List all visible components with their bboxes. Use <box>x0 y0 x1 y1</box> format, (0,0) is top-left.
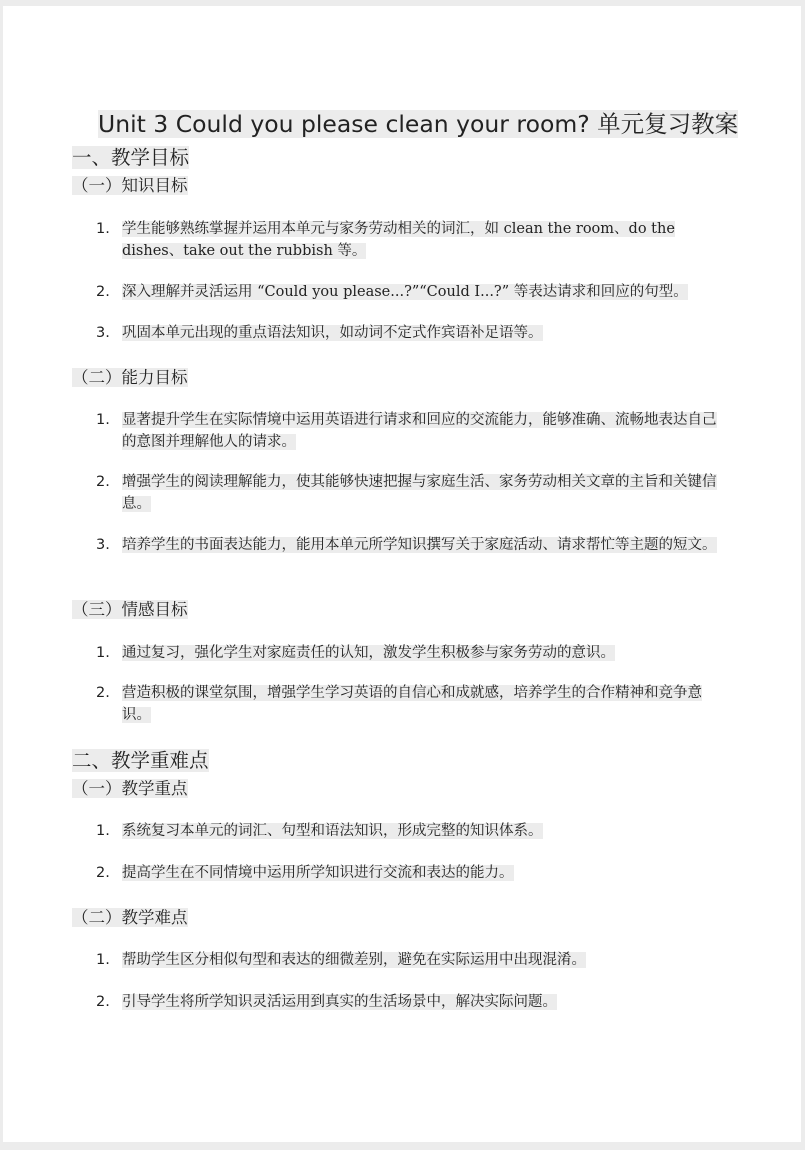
list-item: 2. 营造积极的课堂氛围，增强学生学习英语的自信心和成就感，培养学生的合作精神和竞争意识。 <box>96 685 702 723</box>
subsection-heading-emotion: （三）情感目标 <box>72 600 188 619</box>
list-item: 2. 深入理解并灵活运用 “Could you please...?”“Could I...?” 等表达请求和回应的句型。 <box>96 284 688 300</box>
list-item: 1. 帮助学生区分相似句型和表达的细微差别，避免在实际运用中出现混淆。 <box>96 952 586 968</box>
subsection-heading-difficult-points: （二）教学难点 <box>72 908 188 927</box>
list-item-text: 营造积极的课堂氛围，增强学生学习英语的自信心和成就感，培养学生的合作精神和竞争意识。 <box>122 685 702 723</box>
section-heading-key-difficult-points: 二、教学重难点 <box>72 749 209 772</box>
list-item: 1. 系统复习本单元的词汇、句型和语法知识，形成完整的知识体系。 <box>96 823 543 839</box>
list-item-text: 系统复习本单元的词汇、句型和语法知识，形成完整的知识体系。 <box>122 823 543 839</box>
list-item: 2. 提高学生在不同情境中运用所学知识进行交流和表达的能力。 <box>96 865 514 881</box>
list-item-text: 学生能够熟练掌握并运用本单元与家务劳动相关的词汇，如 clean the room、do the dishes、take out the rubbish 等。 <box>122 221 675 259</box>
document-title: Unit 3 Could you please clean your room? 单元复习教案 <box>98 110 739 138</box>
list-item: 2. 引导学生将所学知识灵活运用到真实的生活场景中，解决实际问题。 <box>96 994 557 1010</box>
section-heading-teaching-objectives: 一、教学目标 <box>72 146 190 169</box>
subsection-heading-ability: （二）能力目标 <box>72 368 188 387</box>
list-item-text: 提高学生在不同情境中运用所学知识进行交流和表达的能力。 <box>122 865 514 881</box>
list-item: 2. 增强学生的阅读理解能力，使其能够快速把握与家庭生活、家务劳动相关文章的主旨和关键信息。 <box>96 474 717 512</box>
list-item: 1. 通过复习，强化学生对家庭责任的认知，激发学生积极参与家务劳动的意识。 <box>96 645 615 661</box>
list-item-text: 巩固本单元出现的重点语法知识，如动词不定式作宾语补足语等。 <box>122 325 543 341</box>
list-item: 1. 显著提升学生在实际情境中运用英语进行请求和回应的交流能力，能够准确、流畅地表达自己的意图并理解他人的请求。 <box>96 412 717 450</box>
list-item-text: 引导学生将所学知识灵活运用到真实的生活场景中，解决实际问题。 <box>122 994 557 1010</box>
subsection-heading-knowledge: （一）知识目标 <box>72 176 188 195</box>
list-item-text: 培养学生的书面表达能力，能用本单元所学知识撰写关于家庭活动、请求帮忙等主题的短文。 <box>122 537 717 553</box>
list-item: 3. 巩固本单元出现的重点语法知识，如动词不定式作宾语补足语等。 <box>96 325 543 341</box>
list-item: 1. 学生能够熟练掌握并运用本单元与家务劳动相关的词汇，如 clean the room、do the dishes、take out the rubbish 等。 <box>96 221 675 259</box>
subsection-heading-key-points: （一）教学重点 <box>72 779 188 798</box>
list-item-text: 显著提升学生在实际情境中运用英语进行请求和回应的交流能力，能够准确、流畅地表达自己的意图并理解他人的请求。 <box>122 412 717 450</box>
list-item-text: 增强学生的阅读理解能力，使其能够快速把握与家庭生活、家务劳动相关文章的主旨和关键信息。 <box>122 474 717 512</box>
list-item-text: 帮助学生区分相似句型和表达的细微差别，避免在实际运用中出现混淆。 <box>122 952 586 968</box>
list-item-text: 通过复习，强化学生对家庭责任的认知，激发学生积极参与家务劳动的意识。 <box>122 645 615 661</box>
list-item: 3. 培养学生的书面表达能力，能用本单元所学知识撰写关于家庭活动、请求帮忙等主题的短文。 <box>96 537 717 553</box>
list-item-text: 深入理解并灵活运用 “Could you please...?”“Could I...?” 等表达请求和回应的句型。 <box>122 284 688 300</box>
